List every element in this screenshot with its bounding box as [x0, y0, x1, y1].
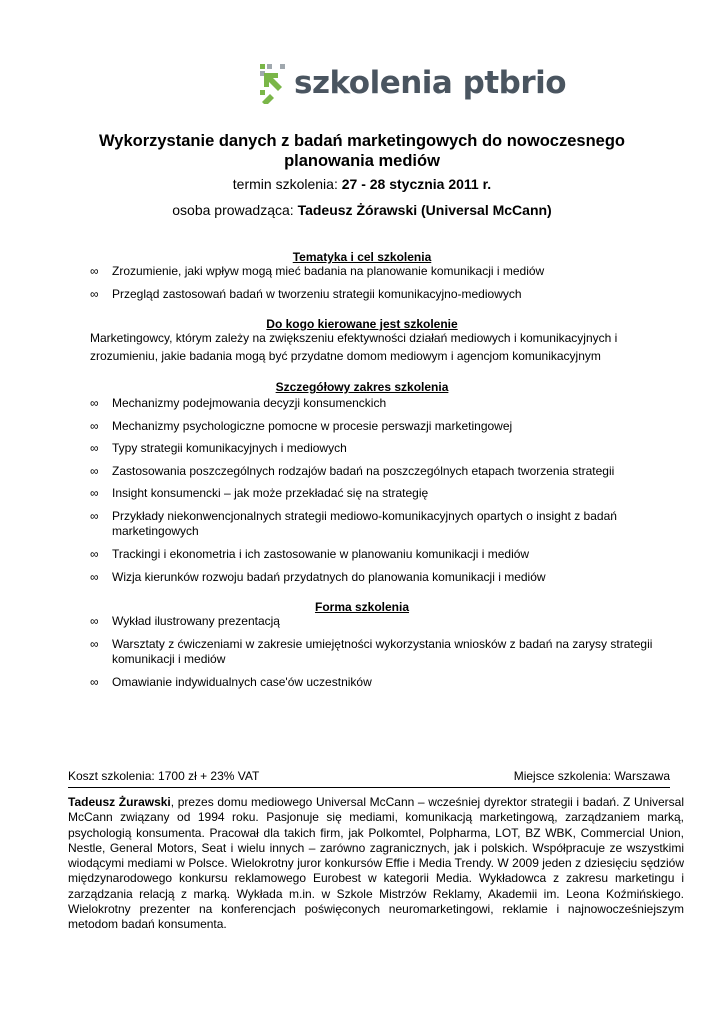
infinity-bullet-icon: ∞ — [90, 509, 99, 523]
logo-text: szkolenia ptbrio — [294, 64, 567, 101]
infinity-bullet-icon: ∞ — [90, 637, 99, 651]
training-location: Miejsce szkolenia: Warszawa — [513, 769, 670, 783]
list-item: ∞ Omawianie indywidualnych case'ów uczestników — [90, 675, 372, 689]
infinity-bullet-icon: ∞ — [90, 547, 99, 561]
infinity-bullet-icon: ∞ — [90, 614, 99, 628]
list-item: ∞ Zastosowania poszczególnych rodzajów badań na poszczególnych etapach tworzenia strategii — [90, 464, 615, 478]
trainer-bio — [68, 795, 684, 933]
training-date-value: 27 - 28 stycznia 2011 r. — [341, 176, 492, 192]
infinity-bullet-icon: ∞ — [90, 486, 99, 500]
audience-text: Marketingowcy, którym zależy na zwiększeniu efektywności działań mediowych i komunikacyjnych i zrozumieniu, jakie badania mogą być przydatne domom mediowym i agencjom komunikacyjnym — [90, 331, 618, 363]
infinity-bullet-icon: ∞ — [90, 675, 99, 689]
list-item: ∞ Przegląd zastosowań badań w tworzeniu strategii komunikacyjno-mediowych — [90, 287, 522, 301]
infinity-bullet-icon: ∞ — [90, 441, 99, 455]
scope-heading: Szczegółowy zakres szkolenia — [275, 380, 449, 394]
infinity-bullet-icon: ∞ — [90, 396, 99, 410]
list-item: ∞ Mechanizmy podejmowania decyzji konsumenckich — [90, 396, 387, 410]
training-date-line — [0, 176, 724, 192]
infinity-bullet-icon: ∞ — [90, 287, 99, 301]
trainer-line — [0, 202, 724, 218]
training-date-label: termin szkolenia: — [232, 176, 342, 192]
arrows-logo-icon — [258, 62, 292, 104]
form-heading: Forma szkolenia — [314, 600, 410, 614]
page-title: Wykorzystanie danych z badań marketingowych do nowoczesnego planowania mediów — [99, 132, 625, 170]
trainer-value: Tadeusz Żórawski (Universal McCann) — [297, 202, 552, 218]
infinity-bullet-icon: ∞ — [90, 570, 99, 584]
topic-list — [90, 264, 690, 302]
audience-heading: Do kogo kierowane jest szkolenie — [266, 317, 458, 331]
list-item: ∞ Wizja kierunków rozwoju badań przydatnych do planowania komunikacji i mediów — [90, 570, 546, 584]
list-item: ∞ Wykład ilustrowany prezentacją — [90, 614, 280, 628]
form-list — [90, 614, 690, 690]
divider — [68, 787, 670, 788]
list-item: ∞ Zrozumienie, jaki wpływ mogą mieć badania na planowanie komunikacji i mediów — [90, 264, 545, 278]
list-item: ∞ Przykłady niekonwencjonalnych strategii mediowo-komunikacyjnych opartych o insight z badań marketingowych — [90, 509, 617, 538]
cost-row — [68, 769, 670, 783]
infinity-bullet-icon: ∞ — [90, 264, 99, 278]
list-item: ∞ Mechanizmy psychologiczne pomocne w procesie perswazji marketingowej — [90, 419, 513, 433]
trainer-label: osoba prowadząca: — [172, 202, 298, 218]
scope-list — [90, 396, 690, 585]
bio-text: , prezes domu mediowego Universal McCann – wcześniej dyrektor strategii i badań. Z Universal McCann związany od 1994 roku. Pasjonuje się mediami, komunikacją marketingową, zarządzaniem marką, psychologią konsumenta. Pracował dla takich firm, jak Polkomtel, Polpharma, LOT, BZ WBK, Commercial Union, Nestle, General Motors, Seat i wielu innych – zarówno zagranicznych, jak i polskich. Współpracuje ze wszystkimi wiodącymi mediami w Polsce. Wielokrotny juror konkursów Effie i Media Trendy. W 2009 jeden z dziesięciu sędziów międzynarodowego konkursu reklamowego Eurobest w kategorii Media. Wykładowca z zakresu marketingu i zarządzania relacją z marką. Wykłada m.in. w Szkole Mistrzów Reklamy, Akademii im. Leona Koźmińskiego. Wielokrotny prezenter na konferencjach poświęconych neuromarketingowi, reklamie i najnowocześniejszym metodom badań konsumenta. — [68, 795, 684, 932]
list-item: ∞ Insight konsumencki – jak może przekładać się na strategię — [90, 486, 429, 500]
list-item: ∞ Trackingi i ekonometria i ich zastosowanie w planowaniu komunikacji i mediów — [90, 547, 530, 561]
list-item: ∞ Warsztaty z ćwiczeniami w zakresie umiejętności wykorzystania wniosków z badań na zarysy strategii komunikacji i mediów — [90, 637, 653, 666]
brand-logo — [258, 60, 566, 106]
topic-heading: Tematyka i cel szkolenia — [292, 250, 432, 264]
training-cost: Koszt szkolenia: 1700 zł + 23% VAT — [68, 769, 260, 783]
list-item: ∞ Typy strategii komunikacyjnych i mediowych — [90, 441, 347, 455]
infinity-bullet-icon: ∞ — [90, 464, 99, 478]
bio-name: Tadeusz Żurawski — [68, 795, 171, 809]
infinity-bullet-icon: ∞ — [90, 419, 99, 433]
